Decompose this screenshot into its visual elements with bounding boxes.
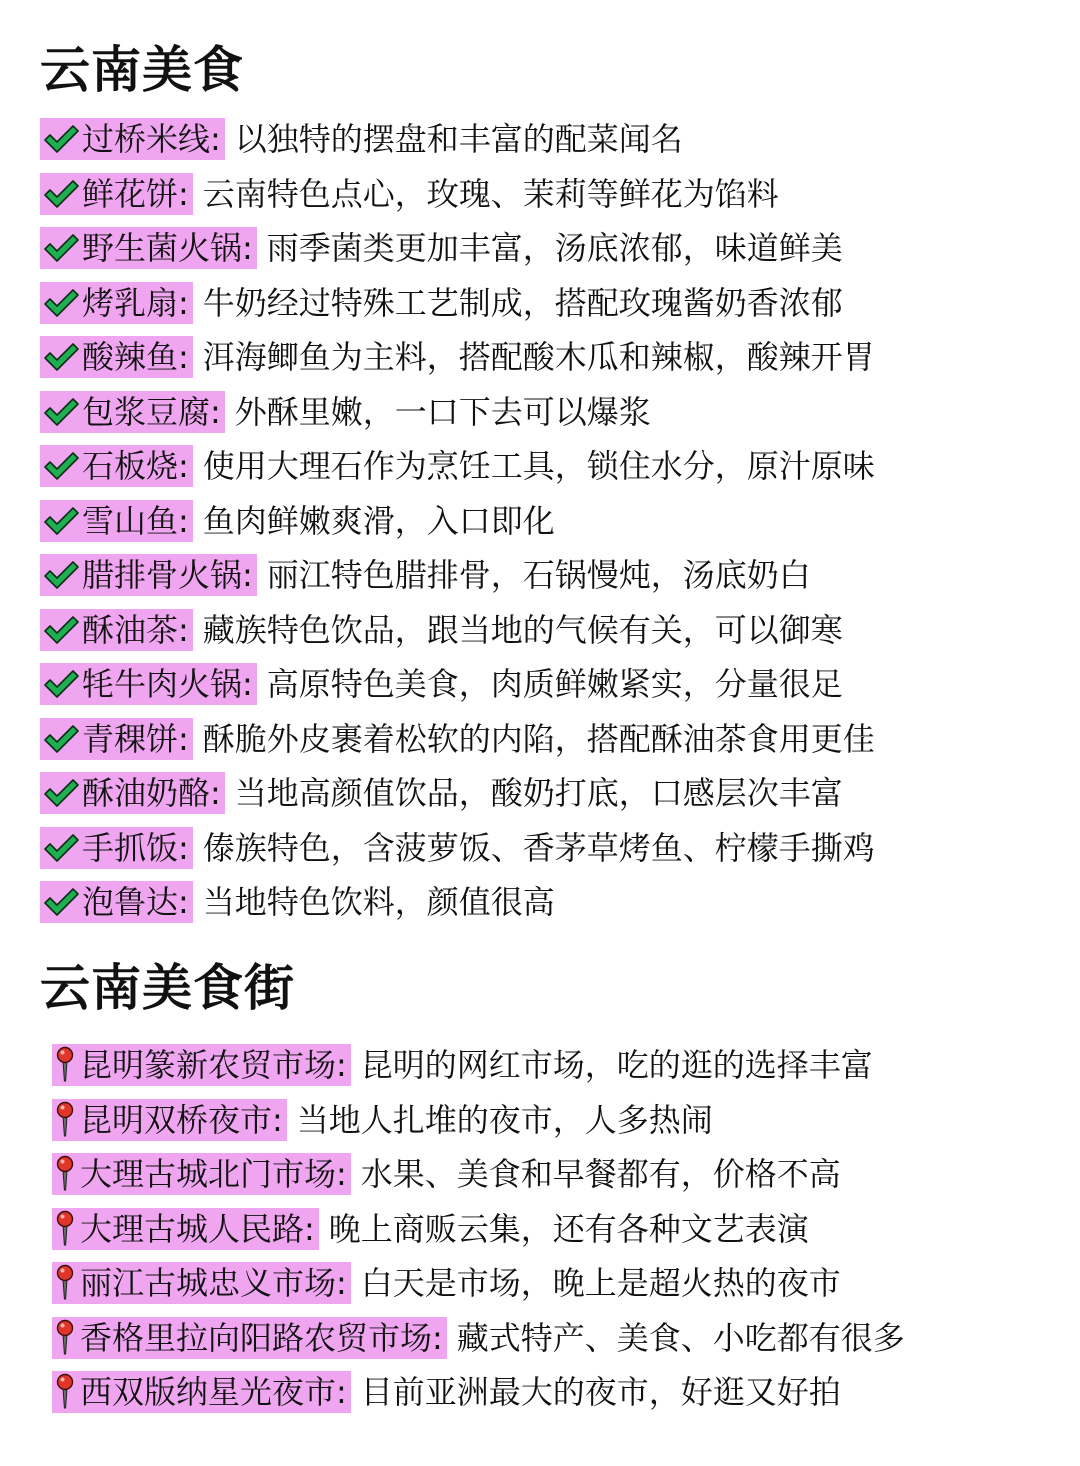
check-mark-icon <box>42 449 80 483</box>
highlighted-item-name <box>40 827 193 869</box>
check-mark-icon <box>42 558 80 592</box>
item-separator: : <box>242 229 253 268</box>
food-list-item <box>40 712 875 767</box>
food-list-item <box>40 112 875 167</box>
item-name: 鲜花饼 <box>82 174 179 213</box>
food-list-item <box>40 167 875 222</box>
item-description: 当地特色饮料，颜值很高 <box>202 883 555 922</box>
item-description: 牛奶经过特殊工艺制成，搭配玫瑰酱奶香浓郁 <box>202 283 843 322</box>
food-street-list-item <box>40 1202 905 1257</box>
section-title-food-streets: 云南美食街 <box>40 959 295 1017</box>
item-separator: : <box>178 828 189 867</box>
item-name: 昆明篆新农贸市场 <box>80 1046 337 1085</box>
check-mark-icon <box>42 231 80 265</box>
map-pin-icon <box>54 1319 76 1357</box>
item-separator: : <box>178 501 189 540</box>
item-separator: : <box>178 283 189 322</box>
item-separator: : <box>210 392 221 431</box>
check-mark-icon <box>42 667 80 701</box>
item-name: 青稞饼 <box>82 719 179 758</box>
item-name: 过桥米线 <box>82 120 211 159</box>
item-name: 酥油茶 <box>82 610 179 649</box>
food-list-item <box>40 276 875 331</box>
item-name: 手抓饭 <box>82 828 179 867</box>
item-name: 丽江古城忠义市场 <box>80 1264 337 1303</box>
food-list-item <box>40 657 875 712</box>
food-list-item <box>40 385 875 440</box>
item-separator: : <box>178 338 189 377</box>
item-name: 野生菌火锅 <box>82 229 243 268</box>
highlighted-item-name <box>52 1371 351 1413</box>
item-description: 酥脆外皮裹着松软的内陷，搭配酥油茶食用更佳 <box>202 719 875 758</box>
highlighted-item-name <box>40 282 193 324</box>
item-name: 腊排骨火锅 <box>82 556 243 595</box>
item-separator: : <box>336 1046 347 1085</box>
item-description: 白天是市场，晚上是超火热的夜市 <box>360 1264 841 1303</box>
food-list-item <box>40 603 875 658</box>
food-street-list-item <box>40 1256 905 1311</box>
highlighted-item-name <box>40 445 193 487</box>
item-separator: : <box>242 665 253 704</box>
item-separator: : <box>210 774 221 813</box>
map-pin-icon <box>54 1101 76 1139</box>
highlighted-item-name <box>40 881 193 923</box>
item-separator: : <box>272 1100 283 1139</box>
map-pin-icon <box>54 1373 76 1411</box>
item-separator: : <box>178 174 189 213</box>
item-name: 包浆豆腐 <box>82 392 211 431</box>
highlighted-item-name <box>40 118 225 160</box>
item-name: 泡鲁达 <box>82 883 179 922</box>
item-description: 水果、美食和早餐都有，价格不高 <box>360 1155 841 1194</box>
highlighted-item-name <box>52 1317 447 1359</box>
map-pin-icon <box>54 1046 76 1084</box>
highlighted-item-name <box>40 609 193 651</box>
item-separator: : <box>178 447 189 486</box>
item-name: 大理古城人民路 <box>80 1209 305 1248</box>
highlighted-item-name <box>40 173 193 215</box>
item-separator: : <box>304 1209 315 1248</box>
check-mark-icon <box>42 776 80 810</box>
food-list-item <box>40 766 875 821</box>
food-list-item <box>40 330 875 385</box>
map-pin-icon <box>54 1155 76 1193</box>
item-description: 当地人扎堆的夜市，人多热闹 <box>296 1100 713 1139</box>
check-mark-icon <box>42 504 80 538</box>
highlighted-item-name <box>52 1044 351 1086</box>
check-mark-icon <box>42 395 80 429</box>
food-street-list <box>40 1038 905 1420</box>
check-mark-icon <box>42 177 80 211</box>
highlighted-item-name <box>40 772 225 814</box>
item-separator: : <box>336 1373 347 1412</box>
check-mark-icon <box>42 831 80 865</box>
item-description: 雨季菌类更加丰富，汤底浓郁，味道鲜美 <box>266 229 843 268</box>
item-separator: : <box>178 719 189 758</box>
highlighted-item-name <box>40 336 193 378</box>
food-list-item <box>40 221 875 276</box>
item-name: 昆明双桥夜市 <box>80 1100 273 1139</box>
check-mark-icon <box>42 122 80 156</box>
item-separator: : <box>336 1155 347 1194</box>
item-description: 高原特色美食，肉质鲜嫩紧实，分量很足 <box>266 665 843 704</box>
item-description: 以独特的摆盘和丰富的配菜闻名 <box>234 120 683 159</box>
check-mark-icon <box>42 340 80 374</box>
check-mark-icon <box>42 613 80 647</box>
highlighted-item-name <box>52 1262 351 1304</box>
food-list <box>40 112 875 930</box>
map-pin-icon <box>54 1210 76 1248</box>
item-description: 丽江特色腊排骨，石锅慢炖，汤底奶白 <box>266 556 811 595</box>
check-mark-icon <box>42 885 80 919</box>
item-separator: : <box>210 120 221 159</box>
item-description: 藏族特色饮品，跟当地的气候有关，可以御寒 <box>202 610 843 649</box>
highlighted-item-name <box>52 1153 351 1195</box>
check-mark-icon <box>42 722 80 756</box>
item-description: 云南特色点心，玫瑰、茉莉等鲜花为馅料 <box>202 174 779 213</box>
item-separator: : <box>336 1264 347 1303</box>
highlighted-item-name <box>40 663 257 705</box>
item-name: 雪山鱼 <box>82 501 179 540</box>
item-separator: : <box>432 1318 443 1357</box>
food-list-item <box>40 439 875 494</box>
highlighted-item-name <box>40 391 225 433</box>
food-list-item <box>40 548 875 603</box>
highlighted-item-name <box>40 500 193 542</box>
food-street-list-item <box>40 1365 905 1420</box>
item-name: 香格里拉向阳路农贸市场 <box>80 1318 433 1357</box>
highlighted-item-name <box>40 554 257 596</box>
section-title-food: 云南美食 <box>40 41 244 99</box>
item-description: 洱海鲫鱼为主料，搭配酸木瓜和辣椒，酸辣开胃 <box>202 338 875 377</box>
item-name: 酥油奶酪 <box>82 774 211 813</box>
highlighted-item-name <box>40 718 193 760</box>
item-name: 牦牛肉火锅 <box>82 665 243 704</box>
food-list-item <box>40 875 875 930</box>
highlighted-item-name <box>52 1099 287 1141</box>
item-separator: : <box>178 883 189 922</box>
item-name: 酸辣鱼 <box>82 338 179 377</box>
item-description: 当地高颜值饮品，酸奶打底，口感层次丰富 <box>234 774 843 813</box>
food-street-list-item <box>40 1038 905 1093</box>
check-mark-icon <box>42 286 80 320</box>
item-description: 使用大理石作为烹饪工具，锁住水分，原汁原味 <box>202 447 875 486</box>
map-pin-icon <box>54 1264 76 1302</box>
item-name: 西双版纳星光夜市 <box>80 1373 337 1412</box>
item-name: 大理古城北门市场 <box>80 1155 337 1194</box>
food-street-list-item <box>40 1311 905 1366</box>
item-description: 藏式特产、美食、小吃都有很多 <box>456 1318 905 1357</box>
food-street-list-item <box>40 1093 905 1148</box>
item-description: 鱼肉鲜嫩爽滑，入口即化 <box>202 501 555 540</box>
highlighted-item-name <box>52 1208 319 1250</box>
food-list-item <box>40 494 875 549</box>
item-description: 晚上商贩云集，还有各种文艺表演 <box>328 1209 809 1248</box>
item-description: 外酥里嫩，一口下去可以爆浆 <box>234 392 651 431</box>
food-list-item <box>40 821 875 876</box>
item-description: 傣族特色，含菠萝饭、香茅草烤鱼、柠檬手撕鸡 <box>202 828 875 867</box>
item-description: 昆明的网红市场，吃的逛的选择丰富 <box>360 1046 873 1085</box>
food-street-list-item <box>40 1147 905 1202</box>
highlighted-item-name <box>40 227 257 269</box>
item-name: 石板烧 <box>82 447 179 486</box>
item-separator: : <box>242 556 253 595</box>
item-description: 目前亚洲最大的夜市，好逛又好拍 <box>360 1373 841 1412</box>
item-name: 烤乳扇 <box>82 283 179 322</box>
item-separator: : <box>178 610 189 649</box>
